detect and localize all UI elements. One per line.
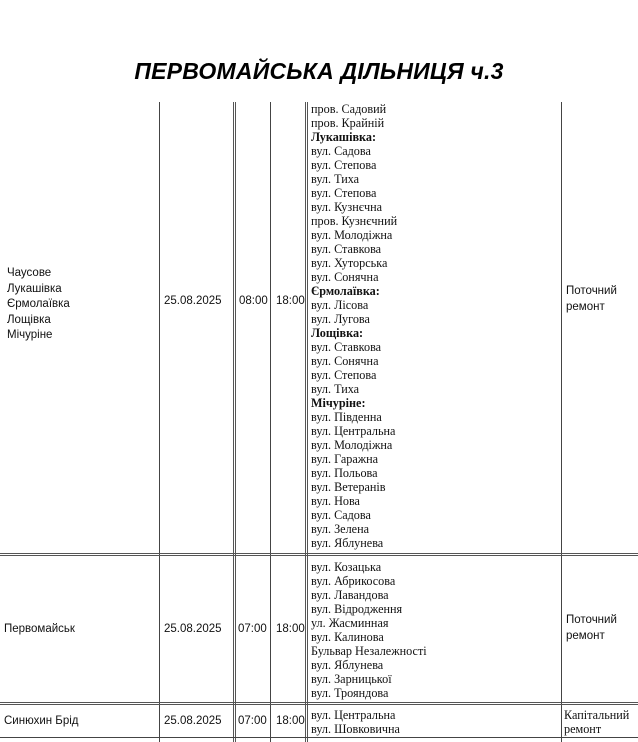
street-item: вул. Кузнєчна — [311, 200, 383, 214]
street-item: вул. Відродження — [311, 602, 403, 616]
street-item: вул. Центральна — [311, 708, 396, 722]
col-divider-2 — [233, 102, 236, 742]
table-row-3-places: Синюхин Брід — [4, 715, 79, 727]
table-row-2-streets — [311, 560, 427, 700]
street-item: вул. Степова — [311, 158, 377, 172]
work-type-line: ремонт — [564, 722, 602, 736]
work-type-line: ремонт — [566, 300, 605, 313]
table-row-1-work-type — [566, 284, 617, 315]
street-item: Бульвар Незалежності — [311, 644, 427, 658]
street-item: вул. Зарницької — [311, 672, 392, 686]
table-row-3-end: 18:00 — [276, 715, 305, 727]
street-item: пров. Садовий — [311, 102, 387, 116]
street-item: вул. Ставкова — [311, 340, 382, 354]
street-item: вул. Південна — [311, 410, 382, 424]
street-item: вул. Абрикосова — [311, 574, 396, 588]
street-item: вул. Центральна — [311, 424, 396, 438]
table-row-3-streets — [311, 708, 400, 736]
table-row-1-places — [7, 266, 70, 344]
street-item: вул. Козацька — [311, 560, 382, 574]
street-item: вул. Степова — [311, 368, 377, 382]
table-row-3-start: 07:00 — [238, 715, 267, 727]
table-row-2-end: 18:00 — [276, 623, 305, 635]
table-row-1-streets — [311, 102, 397, 550]
street-item: вул. Шовковична — [311, 722, 400, 736]
street-item: вул. Польова — [311, 466, 378, 480]
street-item: вул. Садова — [311, 508, 371, 522]
street-item: вул. Калинова — [311, 630, 384, 644]
street-item: вул. Молодіжна — [311, 438, 393, 452]
street-item: вул. Тиха — [311, 172, 360, 186]
row-divider-3 — [0, 737, 638, 738]
table-row-3-work-type — [564, 708, 629, 736]
street-item: вул. Яблунева — [311, 536, 384, 550]
street-item: вул. Гаражна — [311, 452, 379, 466]
street-item: вул. Ставкова — [311, 242, 382, 256]
street-item: вул. Лавандова — [311, 588, 389, 602]
row-divider-2 — [0, 702, 638, 705]
street-item: вул. Трояндова — [311, 686, 389, 700]
table-row-2-places: Первомайськ — [4, 623, 75, 635]
col-divider-4 — [305, 102, 308, 742]
table-row-2-start: 07:00 — [238, 623, 267, 635]
street-item: пров. Крайній — [311, 116, 385, 130]
street-item: вул. Нова — [311, 494, 360, 508]
place-name: Лощівка — [7, 313, 51, 326]
table-row-2-date: 25.08.2025 — [164, 623, 222, 635]
work-type-line: Поточний — [566, 614, 617, 626]
street-item: вул. Ветеранів — [311, 480, 386, 494]
street-item: вул. Степова — [311, 186, 377, 200]
settlement-heading: Лукашівка: — [311, 130, 377, 144]
street-item: вул. Лугова — [311, 312, 370, 326]
street-item: вул. Сонячна — [311, 354, 379, 368]
street-item: вул. Зелена — [311, 522, 370, 536]
table-row-1-start: 08:00 — [239, 295, 268, 307]
place-name: Єрмолаївка — [7, 298, 70, 310]
settlement-heading: Мічуріне: — [311, 396, 366, 410]
street-item: ул. Жасминная — [311, 616, 389, 630]
work-type-line: ремонт — [566, 629, 605, 642]
place-name: Мічуріне — [7, 329, 53, 341]
street-item: вул. Сонячна — [311, 270, 379, 284]
street-item: вул. Садова — [311, 144, 371, 158]
street-item: вул. Молодіжна — [311, 228, 393, 242]
street-item: вул. Хуторська — [311, 256, 388, 270]
settlement-heading: Лощівка: — [311, 326, 364, 340]
work-type-line: Поточний — [566, 285, 617, 297]
street-item: пров. Кузнєчний — [311, 214, 398, 228]
street-item: вул. Яблунева — [311, 658, 384, 672]
col-divider-5 — [561, 102, 562, 742]
table-row-1-end: 18:00 — [276, 295, 305, 307]
col-divider-3 — [270, 102, 271, 742]
table-row-2-work-type — [566, 613, 617, 644]
place-name: Чаусове — [7, 267, 52, 279]
place-name: Лукашівка — [7, 282, 62, 295]
page-title: ПЕРВОМАЙСЬКА ДІЛЬНИЦЯ ч.3 — [134, 58, 504, 84]
row-divider-1 — [0, 553, 638, 556]
work-type-line: Капітальний — [564, 708, 630, 722]
street-item: вул. Тиха — [311, 382, 360, 396]
table-row-3-date: 25.08.2025 — [164, 715, 222, 727]
col-divider-1 — [159, 102, 160, 742]
table-row-1-date: 25.08.2025 — [164, 295, 222, 307]
street-item: вул. Лісова — [311, 298, 369, 312]
settlement-heading: Єрмолаївка: — [311, 284, 380, 298]
